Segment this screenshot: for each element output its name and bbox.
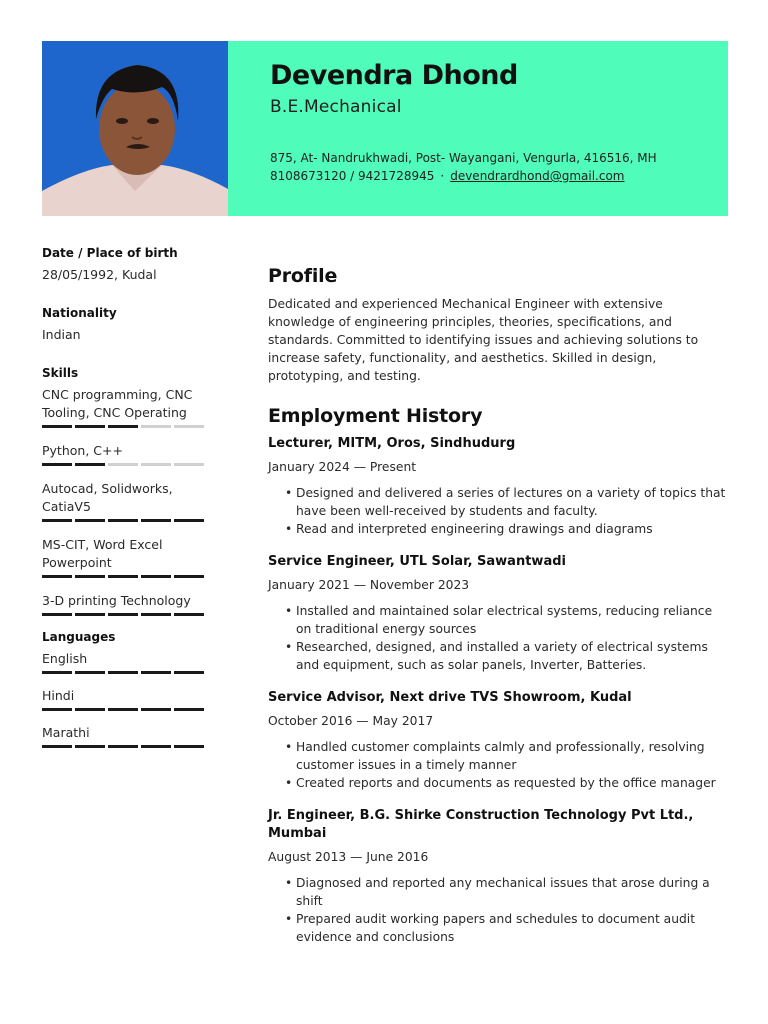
level-segment	[141, 671, 171, 674]
profile-text: Dedicated and experienced Mechanical Engineer with extensive knowledge of engineering principles, theories, specifications, and standards. Committed to identifying issues and achieving solutions to increase safety, functionality, and aesthetics. Skilled in design, prototyping, and testing.	[268, 297, 699, 383]
skill-item	[42, 536, 206, 578]
skills-label: Skills	[42, 366, 79, 380]
job-bullets	[268, 484, 728, 538]
level-bar	[42, 425, 206, 428]
birth-value: 28/05/1992, Kudal	[42, 267, 157, 282]
job-bullet: • Created reports and documents as requested by the office manager	[285, 774, 728, 792]
job-bullet: • Read and interpreted engineering drawings and diagrams	[285, 520, 728, 538]
contact-separator: ·	[440, 169, 445, 183]
header-band	[228, 41, 728, 216]
level-segment	[75, 425, 105, 428]
job-dates: August 2013 — June 2016	[268, 850, 429, 864]
level-segment	[108, 745, 138, 748]
birth-block	[42, 246, 206, 284]
language-item	[42, 687, 206, 711]
level-segment	[141, 519, 171, 522]
job-entry	[268, 807, 728, 946]
jobs-list	[268, 435, 728, 946]
nationality-value: Indian	[42, 327, 81, 342]
job-dates: October 2016 — May 2017	[268, 714, 434, 728]
job-entry	[268, 435, 728, 538]
nationality-label: Nationality	[42, 306, 117, 320]
level-segment	[75, 745, 105, 748]
level-segment	[75, 575, 105, 578]
level-segment	[174, 425, 204, 428]
language-name: Hindi	[42, 688, 75, 703]
profile-photo-illustration	[42, 41, 228, 216]
level-segment	[75, 708, 105, 711]
level-segment	[141, 745, 171, 748]
job-title: Lecturer, MITM, Oros, Sindhudurg	[268, 436, 516, 451]
level-bar	[42, 745, 206, 748]
employment-section	[268, 405, 728, 946]
skill-name: MS-CIT, Word Excel Powerpoint	[42, 537, 163, 570]
languages-label: Languages	[42, 630, 116, 644]
language-item	[42, 650, 206, 674]
level-segment	[42, 463, 72, 466]
skills-block	[42, 366, 206, 616]
languages-list	[42, 650, 206, 748]
job-entry	[268, 553, 728, 674]
job-bullet: • Researched, designed, and installed a variety of electrical systems and equipment, such as solar panels, Inverter, Batteries.	[285, 638, 728, 674]
skill-name: Python, C++	[42, 443, 123, 458]
level-segment	[141, 708, 171, 711]
job-bullet: • Handled customer complaints calmly and professionally, resolving customer issues in a timely manner	[285, 738, 728, 774]
languages-block	[42, 630, 206, 748]
level-bar	[42, 708, 206, 711]
level-bar	[42, 463, 206, 466]
level-segment	[108, 425, 138, 428]
skills-list	[42, 386, 206, 616]
level-segment	[108, 463, 138, 466]
job-dates: January 2024 — Present	[268, 460, 417, 474]
phone-email-line	[270, 167, 728, 185]
level-segment	[108, 671, 138, 674]
phone: 8108673120 / 9421728945	[270, 169, 435, 183]
level-segment	[141, 425, 171, 428]
level-segment	[75, 519, 105, 522]
level-bar	[42, 519, 206, 522]
resume-header	[42, 41, 728, 216]
skill-name: Autocad, Solidworks, CatiaV5	[42, 481, 173, 514]
birth-label: Date / Place of birth	[42, 246, 178, 260]
language-name: Marathi	[42, 725, 90, 740]
level-segment	[174, 671, 204, 674]
level-segment	[108, 519, 138, 522]
level-bar	[42, 613, 206, 616]
level-segment	[42, 708, 72, 711]
level-segment	[42, 613, 72, 616]
job-bullets	[268, 602, 728, 674]
level-segment	[141, 575, 171, 578]
email-link[interactable]: devendrardhond@gmail.com	[450, 169, 625, 183]
level-segment	[108, 575, 138, 578]
level-segment	[42, 425, 72, 428]
level-segment	[141, 613, 171, 616]
job-bullets	[268, 874, 728, 946]
level-bar	[42, 575, 206, 578]
level-segment	[174, 519, 204, 522]
profile-section	[268, 265, 728, 385]
job-bullet: • Prepared audit working papers and schedules to document audit evidence and conclusions	[285, 910, 728, 946]
nationality-block	[42, 306, 206, 344]
level-segment	[108, 708, 138, 711]
language-item	[42, 724, 206, 748]
job-dates: January 2021 — November 2023	[268, 578, 470, 592]
level-segment	[141, 463, 171, 466]
level-segment	[42, 519, 72, 522]
job-bullet: • Diagnosed and reported any mechanical issues that arose during a shift	[285, 874, 728, 910]
candidate-name: Devendra Dhond	[270, 60, 518, 91]
level-segment	[75, 463, 105, 466]
candidate-degree: B.E.Mechanical	[270, 97, 402, 117]
profile-photo	[42, 41, 228, 216]
skill-item	[42, 592, 206, 616]
job-entry	[268, 689, 728, 792]
job-title: Service Engineer, UTL Solar, Sawantwadi	[268, 554, 566, 569]
address: 875, At- Nandrukhwadi, Post- Wayangani, Vengurla, 416516, MH	[270, 151, 657, 165]
main-content	[268, 265, 728, 966]
employment-heading: Employment History	[268, 405, 483, 427]
job-title: Service Advisor, Next drive TVS Showroom, Kudal	[268, 690, 632, 705]
profile-heading: Profile	[268, 265, 338, 287]
sidebar	[42, 246, 206, 770]
level-segment	[174, 613, 204, 616]
level-segment	[174, 745, 204, 748]
level-segment	[108, 613, 138, 616]
level-segment	[174, 463, 204, 466]
job-bullet: • Installed and maintained solar electrical systems, reducing reliance on traditional energy sources	[285, 602, 728, 638]
job-bullets	[268, 738, 728, 792]
level-segment	[42, 671, 72, 674]
contact-info	[270, 149, 728, 185]
skill-item	[42, 442, 206, 466]
level-bar	[42, 671, 206, 674]
skill-name: 3-D printing Technology	[42, 593, 191, 608]
skill-name: CNC programming, CNC Tooling, CNC Operating	[42, 387, 193, 420]
level-segment	[42, 745, 72, 748]
skill-item	[42, 386, 206, 428]
level-segment	[75, 671, 105, 674]
language-name: English	[42, 651, 88, 666]
level-segment	[174, 708, 204, 711]
level-segment	[174, 575, 204, 578]
skill-item	[42, 480, 206, 522]
level-segment	[42, 575, 72, 578]
job-title: Jr. Engineer, B.G. Shirke Construction Technology Pvt Ltd., Mumbai	[268, 808, 694, 841]
job-bullet: • Designed and delivered a series of lectures on a variety of topics that have been well-received by students and faculty.	[285, 484, 728, 520]
level-segment	[75, 613, 105, 616]
